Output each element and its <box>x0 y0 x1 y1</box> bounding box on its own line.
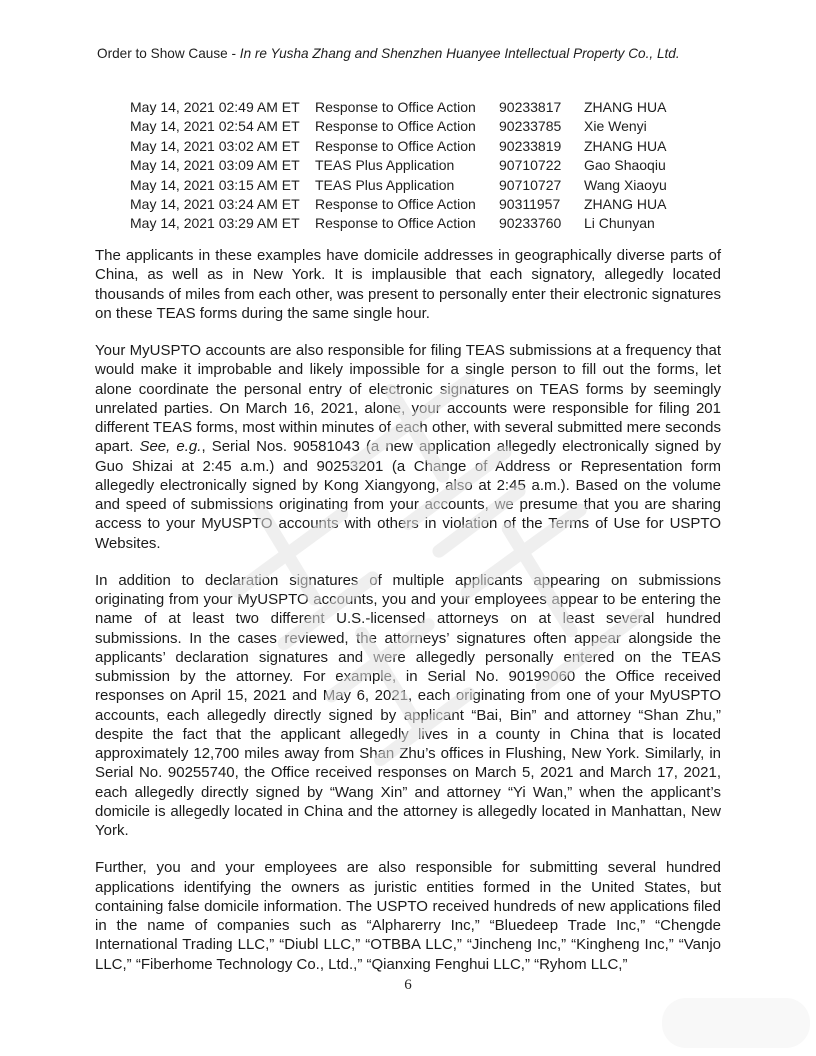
table-row <box>130 117 692 136</box>
cell-serial-number: 90233785 <box>499 118 562 135</box>
paragraphs <box>95 246 721 992</box>
header-title: Order to Show Cause - <box>97 46 240 61</box>
cell-submission-type: Response to Office Action <box>315 196 476 213</box>
cell-timestamp: May 14, 2021 03:24 AM ET <box>130 196 300 213</box>
cell-submission-type: Response to Office Action <box>315 215 476 232</box>
cell-serial-number: 90233819 <box>499 137 562 154</box>
cell-timestamp: May 14, 2021 03:02 AM ET <box>130 137 300 154</box>
cell-timestamp: May 14, 2021 03:09 AM ET <box>130 157 300 174</box>
cell-signatory: ZHANG HUA <box>584 196 667 213</box>
table-row <box>130 195 692 214</box>
cell-signatory: ZHANG HUA <box>584 99 667 115</box>
paragraph-text: Your MyUSPTO accounts are also responsible for filing TEAS submissions at a frequency that would make it improbable and likely impossible for a single person to fill out the forms, let alone coordinate the personal entry of electronic signatures on TEAS forms by seemingly unrelated parties. On March 16, 2021, alone, your accounts were responsible for filing 201 different TEAS forms, most within minutes of each other, with several submitted mere seconds apart. <box>95 342 721 456</box>
paragraph <box>95 341 721 553</box>
table-row <box>130 214 692 233</box>
paragraph-text: The applicants in these examples have domicile addresses in geographically diverse parts of China, as well as in New York. It is implausible that each signatory, allegedly located thousands of miles from each other, was present to personally enter their electronic signatures on these TEAS forms during the same single hour. <box>95 247 721 322</box>
table-row <box>130 137 692 156</box>
cell-submission-type: Response to Office Action <box>315 137 476 154</box>
cell-submission-type: Response to Office Action <box>315 118 476 135</box>
submissions-table <box>130 98 692 234</box>
cell-serial-number: 90710727 <box>499 176 562 193</box>
table-row <box>130 176 692 195</box>
cell-submission-type: Response to Office Action <box>315 99 476 115</box>
cell-timestamp: May 14, 2021 03:15 AM ET <box>130 176 300 193</box>
table-row <box>130 98 692 117</box>
paragraph <box>95 858 721 974</box>
cell-submission-type: TEAS Plus Application <box>315 157 455 174</box>
running-header <box>97 46 680 62</box>
cell-serial-number: 90710722 <box>499 157 562 174</box>
cell-signatory: Gao Shaoqiu <box>584 157 666 174</box>
paragraph <box>95 571 721 841</box>
paragraph-text: In addition to declaration signatures of multiple applicants appearing on submissions originating from your MyUSPTO accounts, you and your employees appear to be entering the name of at least two different U.S.-licensed attorneys on at least several hundred submissions. In the cases reviewed, the attorneys’ signatures often appear alongside the applicants’ declaration signatures and were allegedly personally entered on the TEAS submission by the attorney. For example, in Serial No. 90199060 the Office received responses on April 15, 2021 and May 6, 2021, each originating from one of your MyUSPTO accounts, each allegedly directly signed by applicant “Bai, Bin” and attorney “Shan Zhu,” despite the fact that the applicant allegedly lives in a county in China that is located approximately 12,700 miles away from Shan Zhu’s offices in Flushing, New York. Similarly, in Serial No. 90255740, the Office received responses on March 5, 2021 and March 17, 2021, each allegedly directly signed by “Wang Xin” and attorney “Yi Wan,” when the applicant’s domicile is allegedly located in China and the attorney is allegedly located in Manhattan, New York. <box>95 571 721 839</box>
cell-submission-type: TEAS Plus Application <box>315 176 455 193</box>
paragraph <box>95 246 721 323</box>
cell-signatory: Xie Wenyi <box>584 118 647 135</box>
scan-artifact <box>662 998 810 1048</box>
cell-timestamp: May 14, 2021 02:49 AM ET <box>130 99 300 115</box>
cell-signatory: Wang Xiaoyu <box>584 176 667 193</box>
italic-citation: See, e.g. <box>139 438 202 456</box>
cell-serial-number: 90311957 <box>499 196 561 213</box>
paragraph-text: Further, you and your employees are also responsible for submitting several hundred applications identifying the owners as juristic entities formed in the United States, but containing false domicile information. The USPTO received hundreds of new applications filed in the name of companies such as “Alpharerry Inc,” “Bluedeep Trade Inc,” “Chengde International Trading LLC,” “Diubl LLC,” “OTBBA LLC,” “Jincheng Inc,” “Kingheng Inc,” “Vanjo LLC,” “Fiberhome Technology Co., Ltd.,” “Qianxing Fenghui LLC,” “Ryhom LLC,” <box>95 859 721 973</box>
cell-serial-number: 90233760 <box>499 215 562 232</box>
cell-timestamp: May 14, 2021 02:54 AM ET <box>130 118 300 135</box>
table-row <box>130 156 692 175</box>
cell-timestamp: May 14, 2021 03:29 AM ET <box>130 215 300 232</box>
cell-signatory: Li Chunyan <box>584 215 655 232</box>
cell-signatory: ZHANG HUA <box>584 137 667 154</box>
header-case-name: In re Yusha Zhang and Shenzhen Huanyee Intellectual Property Co., Ltd. <box>239 46 680 61</box>
cell-serial-number: 90233817 <box>499 99 562 115</box>
page-number: 6 <box>404 977 412 993</box>
paragraph-text: , Serial Nos. 90581043 (a new application allegedly electronically signed by Guo Shizai at 2:45 a.m.) and 90253201 (a Change of Address or Representation form allegedly electronically signed by Kong Xiangyong, also at 2:45 a.m.). Based on the volume and speed of submissions originating from your accounts, we presume that you are sharing access to your MyUSPTO accounts with others in violation of the Terms of Use for USPTO Websites. <box>95 438 721 552</box>
